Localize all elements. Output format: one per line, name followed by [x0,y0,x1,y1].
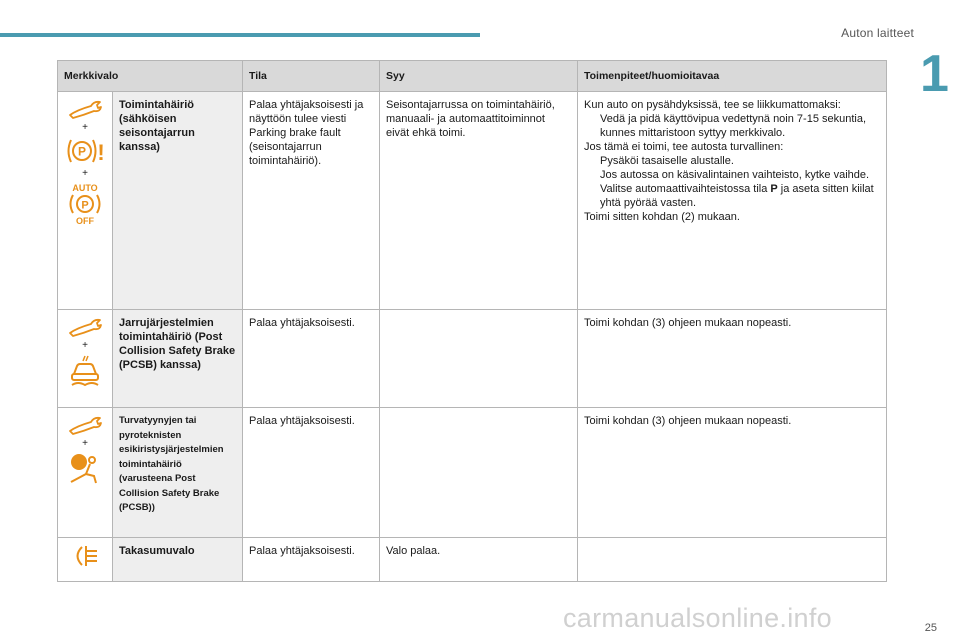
rear-fog-lamp-icon [70,544,100,568]
action-intro: Kun auto on pysähdyksissä, tee se liikkumattomaksi: [584,99,841,111]
lamp-name: Takasumuvalo [113,538,243,582]
bullet-item [584,168,880,182]
lamp-name: Turvatyynyjen tai pyroteknisten esikiristysjärjestelmien toimintahäiriö (varusteena Post Collision Safety Brake (PCSB)) [113,408,243,538]
cause-cell: Valo palaa. [380,538,578,582]
column-header-merkkivalo: Merkkivalo [58,61,243,92]
watermark: carmanualsonline.info [563,603,832,633]
wrench-icon [67,316,103,338]
table-row [58,538,887,582]
cause-cell: Seisontajarrussa on toimintahäiriö, manuaali- ja automaattitoiminnot eivät ehkä toimi. [380,92,578,310]
bullet-mark [584,112,600,140]
section-title: Auton laitteet [841,26,914,40]
lamp-name: Jarrujärjestelmien toimintahäiriö (Post Collision Safety Brake (PCSB) kanssa) [113,310,243,408]
plus-sign: + [82,122,88,133]
table-row [58,310,887,408]
lamp-icons-cell [58,408,113,538]
bullet-item [584,112,880,140]
table-row [58,92,887,310]
action-cell [578,92,887,310]
status-cell: Palaa yhtäjaksoisesti. [243,310,380,408]
lamp-icons-cell [58,538,113,582]
action-mid: Jos tämä ei toimi, tee autosta turvallinen: [584,141,784,153]
bullet-text: Vedä ja pidä käyttövipua vedettynä noin 7-15 sekuntia, kunnes mittaristoon syttyy merkkivalo. [600,113,867,139]
plus-sign: + [82,340,88,351]
exclamation-mark: ! [97,140,105,165]
bullet-text [600,182,880,210]
p-letter: P [77,144,87,159]
bullet-text: Pysäköi tasaiselle alustalle. [600,155,734,167]
column-header-tila: Tila [243,61,380,92]
bullet-item [584,154,880,168]
page-number: 25 [924,622,937,634]
table-header-row [58,61,887,92]
wrench-icon [67,414,103,436]
lamp-name: Toimintahäiriö (sähköisen seisontajarrun kanssa) [113,92,243,310]
lamp-icons-cell [58,310,113,408]
bullet-mark [584,168,600,182]
plus-sign: + [82,438,88,449]
off-label: OFF [76,216,94,226]
bullet-item [584,182,880,210]
lamp-icons-cell [58,92,113,310]
bullet-mark [584,182,600,210]
column-header-syy: Syy [380,61,578,92]
column-header-toimenpiteet: Toimenpiteet/huomioitavaa [578,61,887,92]
airbag-icon [68,452,102,486]
cause-cell [380,310,578,408]
parking-brake-fault-icon [65,136,105,166]
chapter-number: 1 [920,52,949,94]
action-cell: Toimi kohdan (3) ohjeen mukaan nopeasti. [578,310,887,408]
auto-label: AUTO [72,183,98,193]
pcsb-icon [68,354,102,388]
table-row [58,408,887,538]
status-cell: Palaa yhtäjaksoisesti. [243,538,380,582]
plus-sign: + [82,168,88,179]
p-letter: P [81,199,89,212]
action-cell [578,538,887,582]
action-cell: Toimi kohdan (3) ohjeen mukaan nopeasti. [578,408,887,538]
wrench-icon [67,98,103,120]
header-accent-bar [0,33,480,37]
bold-mode-letter: P [770,183,778,195]
bullet-text-part: ja aseta sitten kiilat yhtä pyörää vasten. [600,183,874,209]
action-end: Toimi sitten kohdan (2) mukaan. [584,211,740,223]
bullet-text: Jos autossa on käsivalintainen vaihteisto, kytke vaihde. [600,169,870,181]
status-cell: Palaa yhtäjaksoisesti ja näyttöön tulee viesti Parking brake fault (seisontajarrun toimintahäiriö). [243,92,380,310]
cause-cell [380,408,578,538]
status-cell: Palaa yhtäjaksoisesti. [243,408,380,538]
bullet-mark [584,154,600,168]
warning-lamp-table [57,60,887,582]
bullet-text-part: Valitse automaattivaihteistossa tila [600,183,771,195]
auto-p-off-icon [67,182,103,226]
